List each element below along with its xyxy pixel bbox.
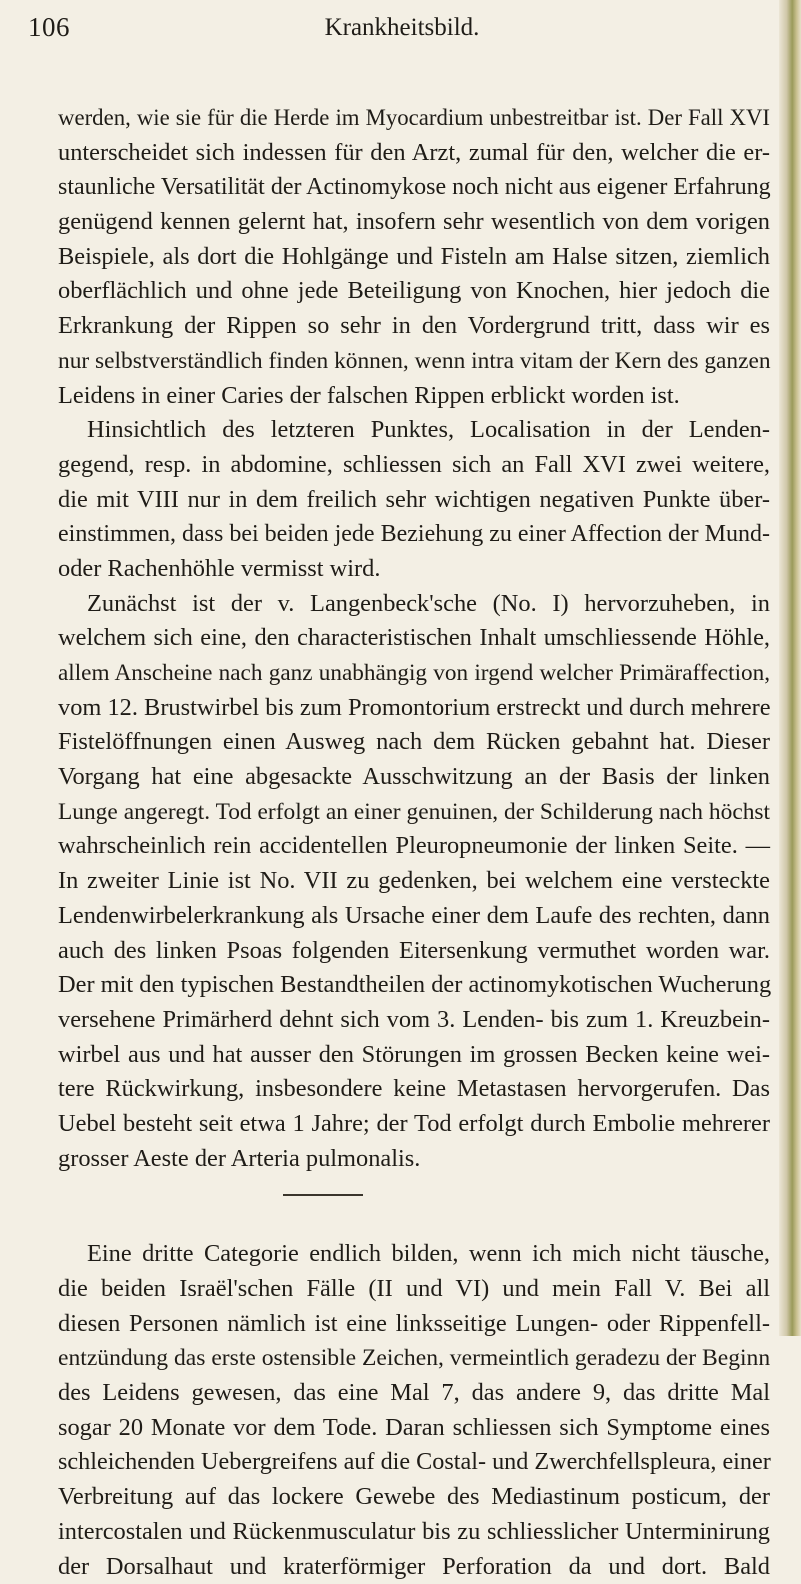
page-header [28,12,776,52]
text-line: grosser Aeste der Arteria pulmonalis. [58,1142,770,1177]
text-line: Erkrankung der Rippen so sehr in den Vordergrund tritt, dass wir es [58,309,770,344]
text-line: Der mit den typischen Bestandtheilen der actinomykotischen Wucherung [58,968,770,1003]
text-line: In zweiter Linie ist No. VII zu gedenken, bei welchem eine versteckte [58,864,770,899]
paragraph-2 [58,413,770,586]
paragraph-1 [58,101,770,413]
text-line: tere Rückwirkung, insbesondere keine Metastasen hervorgerufen. Das [58,1072,770,1107]
text-line: die beiden Israël'schen Fälle (II und VI) und mein Fall V. Bei all [58,1272,770,1307]
text-line: werden, wie sie für die Herde im Myocardium unbestreitbar ist. Der Fall XVI [58,101,770,136]
paragraph-4 [58,1237,770,1584]
page-number: 106 [28,12,70,43]
text-line: oder Rachenhöhle vermisst wird. [58,552,770,587]
divider-rule [283,1194,363,1196]
text-line: Uebel besteht seit etwa 1 Jahre; der Tod erfolgt durch Embolie mehrerer [58,1107,770,1142]
text-line: Fistelöffnungen einen Ausweg nach dem Rücken gebahnt hat. Dieser [58,725,770,760]
text-line: wirbel aus und hat ausser den Störungen im grossen Becken keine wei- [58,1038,770,1073]
text-line: allem Anscheine nach ganz unabhängig von irgend welcher Primäraffection, [58,656,770,691]
text-line: einstimmen, dass bei beiden jede Beziehung zu einer Affection der Mund- [58,517,770,552]
text-line: intercostalen und Rückenmusculatur bis zu schliesslicher Unterminirung [58,1515,770,1550]
text-line: Eine dritte Categorie endlich bilden, wenn ich mich nicht täusche, [58,1237,770,1272]
text-line: versehene Primärherd dehnt sich vom 3. Lenden- bis zum 1. Kreuzbein- [58,1003,770,1038]
text-line: wahrscheinlich rein accidentellen Pleuropneumonie der linken Seite. — [58,829,770,864]
text-line: vom 12. Brustwirbel bis zum Promontorium erstreckt und durch mehrere [58,691,770,726]
paragraph-3 [58,587,770,1177]
text-line: die mit VIII nur in dem freilich sehr wichtigen negativen Punkte über- [58,483,770,518]
text-line: staunliche Versatilität der Actinomykose noch nicht aus eigener Erfahrung [58,170,770,205]
text-line: Lendenwirbelerkrankung als Ursache einer dem Laufe des rechten, dann [58,899,770,934]
text-line: Beispiele, als dort die Hohlgänge und Fisteln am Halse sitzen, ziemlich [58,240,770,275]
text-line: des Leidens gewesen, das eine Mal 7, das andere 9, das dritte Mal [58,1376,770,1411]
text-line: auch des linken Psoas folgenden Eitersenkung vermuthet worden war. [58,934,770,969]
text-line: genügend kennen gelernt hat, insofern sehr wesentlich von dem vorigen [58,205,770,240]
text-line: schleichenden Uebergreifens auf die Costal- und Zwerchfellspleura, einer [58,1445,770,1480]
text-line: Zunächst ist der v. Langenbeck'sche (No. I) hervorzuheben, in [58,587,770,622]
text-line: Vorgang hat eine abgesackte Ausschwitzung an der Basis der linken [58,760,770,795]
text-line: Lunge angeregt. Tod erfolgt an einer genuinen, der Schilderung nach höchst [58,795,770,830]
running-title: Krankheitsbild. [28,14,776,42]
text-line: der Dorsalhaut und kraterförmiger Perforation da und dort. Bald [58,1550,770,1584]
text-line: Leidens in einer Caries der falschen Rippen erblickt worden ist. [58,379,770,414]
page-edge [779,0,801,1336]
text-line: welchem sich eine, den characteristischen Inhalt umschliessende Höhle, [58,621,770,656]
text-line: Hinsichtlich des letzteren Punktes, Localisation in der Lenden- [58,413,770,448]
text-line: oberflächlich und ohne jede Beteiligung von Knochen, hier jedoch die [58,274,770,309]
text-line: Verbreitung auf das lockere Gewebe des Mediastinum posticum, der [58,1480,770,1515]
text-line: entzündung das erste ostensible Zeichen, vermeintlich geradezu der Beginn [58,1341,770,1376]
section-divider [58,1176,770,1237]
text-line: sogar 20 Monate vor dem Tode. Daran schliessen sich Symptome eines [58,1411,770,1446]
text-line: nur selbstverständlich finden können, wenn intra vitam der Kern des ganzen [58,344,770,379]
text-line: diesen Personen nämlich ist eine linksseitige Lungen- oder Rippenfell- [58,1307,770,1342]
text-line: unterscheidet sich indessen für den Arzt, zumal für den, welcher die er- [58,136,770,171]
body-text [58,101,770,1584]
text-line: gegend, resp. in abdomine, schliessen sich an Fall XVI zwei weitere, [58,448,770,483]
